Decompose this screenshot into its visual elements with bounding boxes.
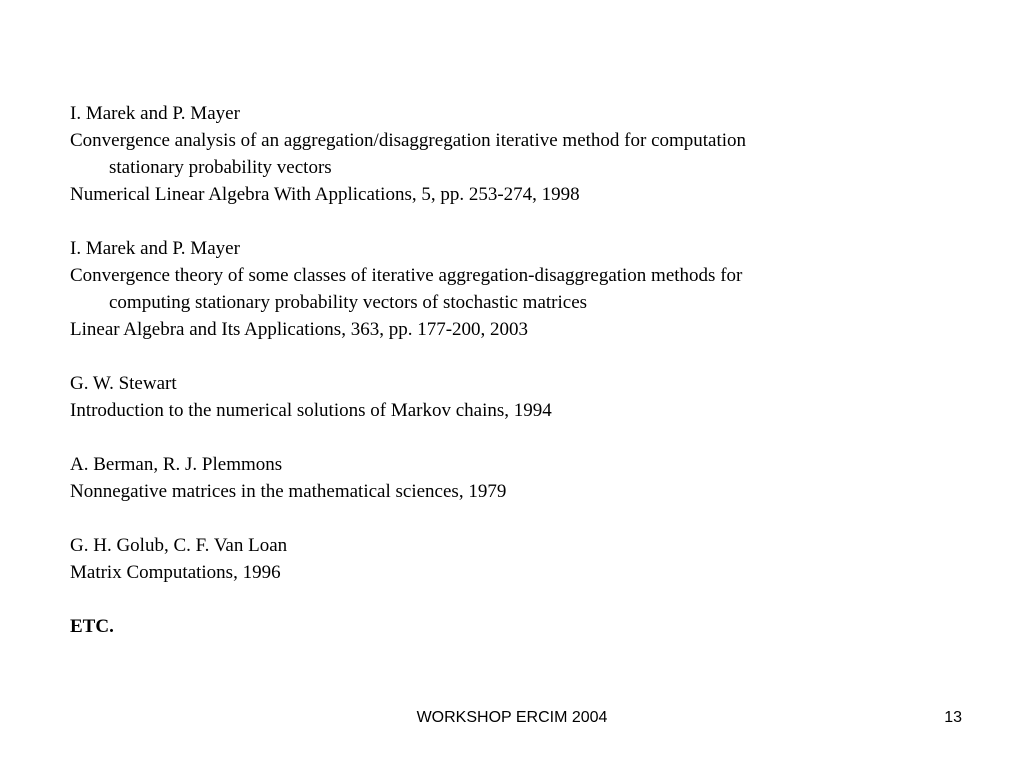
reference-authors: A. Berman, R. J. Plemmons [70, 454, 283, 475]
reference-source: Linear Algebra and Its Applications, 363, pp. 177-200, 2003 [70, 319, 529, 340]
reference-authors: G. H. Golub, C. F. Van Loan [70, 535, 288, 556]
reference-authors: I. Marek and P. Mayer [70, 103, 240, 124]
reference-title: Introduction to the numerical solutions of Markov chains, 1994 [70, 400, 552, 421]
page-number: 13 [944, 709, 962, 726]
reference-authors: G. W. Stewart [70, 373, 177, 394]
etc-label: ETC. [70, 616, 114, 637]
reference-title: Nonnegative matrices in the mathematical sciences, 1979 [70, 481, 507, 502]
reference-entry [70, 451, 950, 505]
reference-authors: I. Marek and P. Mayer [70, 238, 240, 259]
reference-title: Convergence analysis of an aggregation/disaggregation iterative method for computation [70, 130, 747, 151]
footer-title: WORKSHOP ERCIM 2004 [416, 709, 608, 726]
reference-title-continuation: stationary probability vectors [109, 157, 332, 178]
reference-entry [70, 532, 950, 586]
reference-title-continuation: computing stationary probability vectors of stochastic matrices [109, 292, 588, 313]
reference-title: Convergence theory of some classes of iterative aggregation-disaggregation methods for [70, 265, 743, 286]
reference-entry [70, 100, 950, 208]
reference-entry [70, 235, 950, 343]
reference-list [70, 100, 950, 640]
reference-source: Numerical Linear Algebra With Applications, 5, pp. 253-274, 1998 [70, 184, 580, 205]
reference-title: Matrix Computations, 1996 [70, 562, 281, 583]
reference-entry [70, 370, 950, 424]
